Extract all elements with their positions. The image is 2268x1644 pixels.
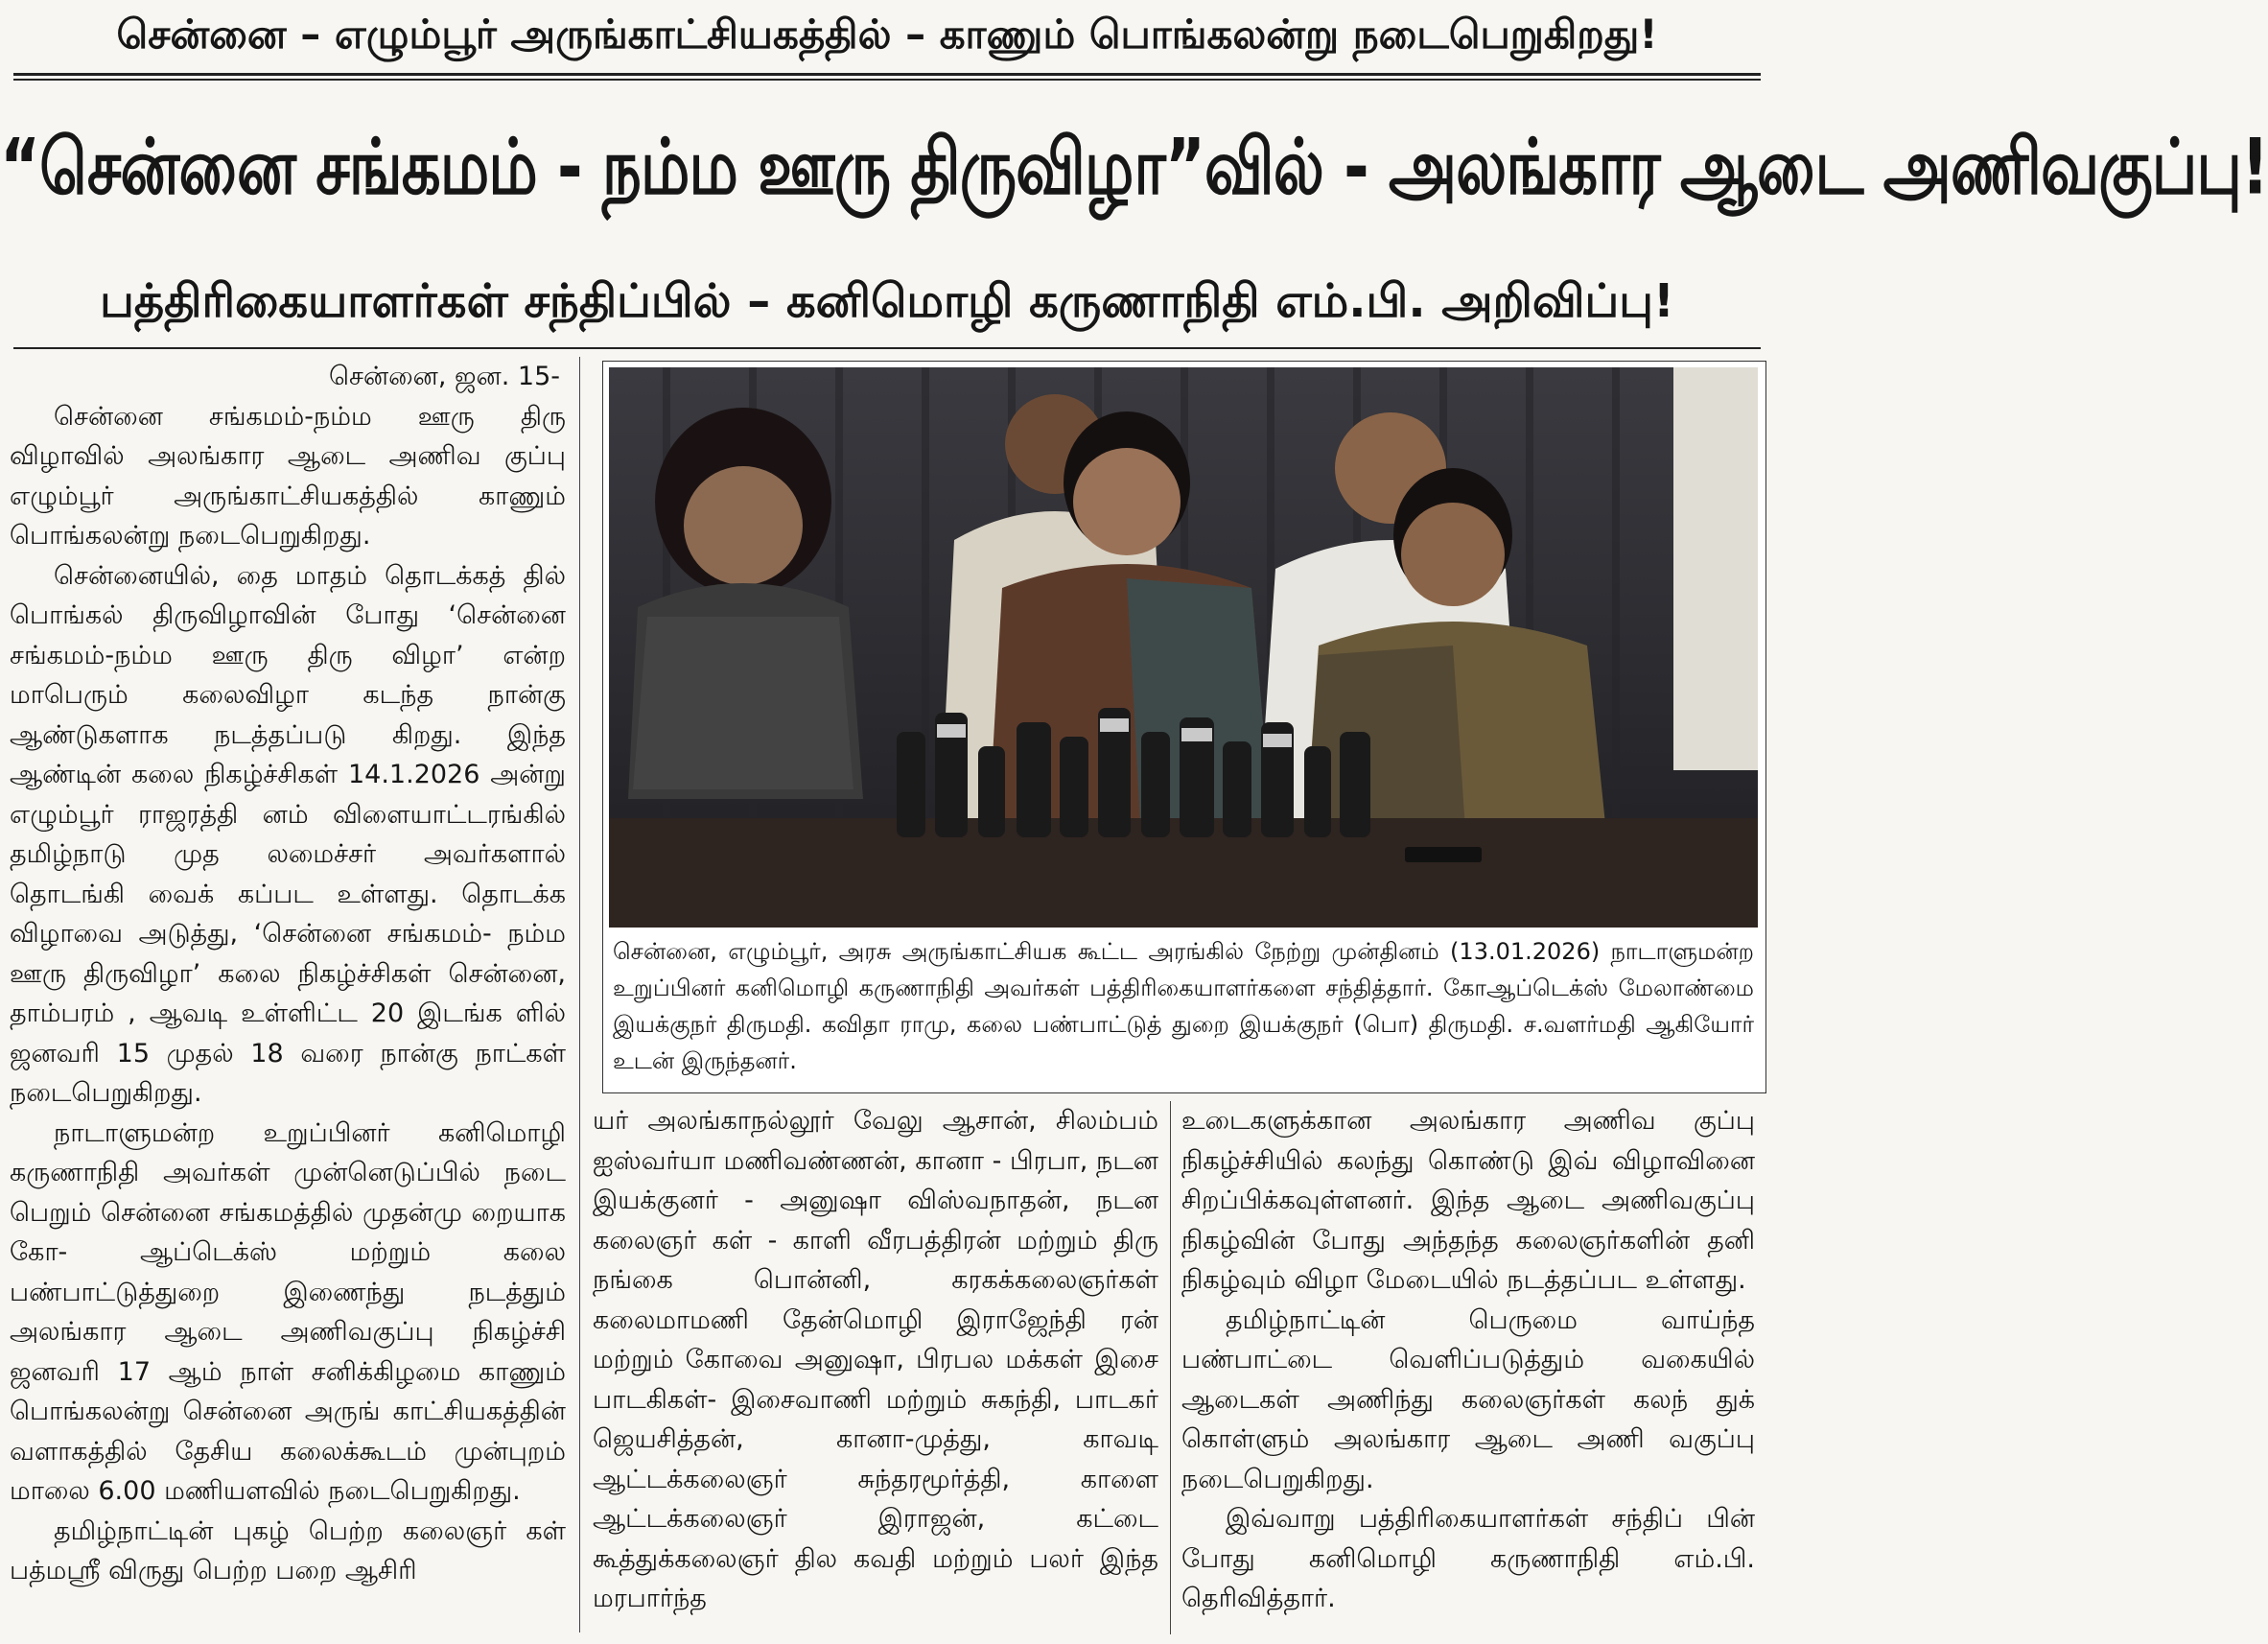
column-divider — [1170, 1101, 1171, 1634]
photo-illustration — [609, 367, 1758, 928]
sub-headline: பத்திரிகையாளர்கள் சந்திப்பில் – கனிமொழி கருணாநிதி எம்.பி. அறிவிப்பு! — [100, 274, 1674, 328]
paragraph: உடைகளுக்கான அலங்கார அணிவ குப்பு நிகழ்ச்சியில் கலந்து கொண்டு இவ் விழாவினை சிறப்பிக்கவுள்ளனர். இந்த ஆடை அணிவகுப்பு நிகழ்வின் போது அந்தந்த கலைஞர்களின் தனி நிகழ்வும் விழா மேடையில் நடத்தப்பட உள்ளது. — [1181, 1106, 1755, 1295]
paragraph: சென்னையில், தை மாதம் தொடக்கத் தில் பொங்கல் திருவிழாவின் போது ‘சென்னை சங்கமம்-நம்ம ஊரு திரு விழா’ என்ற மாபெரும் கலைவிழா கடந்த நான்கு ஆண்டுகளாக நடத்தப்படு கிறது. இந்த ஆண்டின் கலை நிகழ்ச்சிகள் 14.1.2026 அன்று எழும்பூர் ராஜரத்தி னம் விளையாட்டரங்கில் தமிழ்நாடு முத லமைச்சர் அவர்களால் தொடங்கி வைக் கப்பட உள்ளது. தொடக்க விழாவை அடுத்து, ‘சென்னை சங்கமம்- நம்ம ஊரு திருவிழா’ கலை நிகழ்ச்சிகள் சென்னை, தாம்பரம் , ஆவடி உள்ளிட்ட 20 இடங்க ளில் ஜனவரி 15 முதல் 18 வரை நான்கு நாட்கள் நடைபெறுகிறது. — [10, 560, 566, 1108]
press-meet-photo — [609, 367, 1758, 928]
photo-frame — [602, 361, 1766, 1093]
photo-caption: சென்னை, எழும்பூர், அரசு அருங்காட்சியக கூட்ட அரங்கில் நேற்று முன்தினம் (13.01.2026) நாடாளுமன்ற உறுப்பினர் கனிமொழி கருணாநிதி அவர்கள் பத்திரிகையாளர்களை சந்தித்தார். கோஆப்டெக்ஸ் மேலாண்மை இயக்குநர் திருமதி. கவிதா ராமு, கலை பண்பாட்டுத் துறை இயக்குநர் (பொ) திருமதி. ச.வளர்மதி ஆகியோர் உடன் இருந்தனர். — [613, 938, 1754, 1074]
top-rule — [13, 73, 1761, 76]
main-headline: “சென்னை சங்கமம் - நம்ம ஊரு திருவிழா”வில் - அலங்கார ஆடை அணிவகுப்பு! — [0, 123, 2268, 213]
paragraph: சென்னை சங்கமம்-நம்ம ஊரு திரு விழாவில் அலங்கார ஆடை அணிவ குப்பு எழும்பூர் அருங்காட்சியகத்தில் காணும் பொங்கலன்று நடைபெறுகிறது. — [10, 401, 566, 551]
article-column-3 — [1181, 1101, 1755, 1634]
column-divider — [579, 357, 580, 1632]
paragraph: தமிழ்நாட்டின் புகழ் பெற்ற கலைஞர் கள் பத்மஸ்ரீ விருது பெற்ற பறை ஆசிரி — [10, 1515, 566, 1585]
dateline: சென்னை, ஜன. 15- — [328, 362, 560, 391]
article-column-2 — [593, 1101, 1158, 1634]
headline-rule — [13, 347, 1761, 349]
paragraph: இவ்வாறு பத்திரிகையாளர்கள் சந்திப் பின் போது கனிமொழி கருணாநிதி எம்.பி. தெரிவித்தார். — [1181, 1504, 1755, 1613]
paragraph: யர் அலங்காநல்லூர் வேலு ஆசான், சிலம்பம் ஐஸ்வர்யா மணிவண்ணன், கானா - பிரபா, நடன இயக்குனர் - அனுஷா விஸ்வநாதன், நடன கலைஞர் கள் - காளி வீரபத்திரன் மற்றும் திரு நங்கை பொன்னி, கரகக்கலைஞர்கள் கலைமாமணி தேன்மொழி இராஜேந்தி ரன் மற்றும் கோவை அனுஷா, பிரபல மக்கள் இசை பாடகிகள்- இசைவாணி மற்றும் சுகந்தி, பாடகர் ஜெயசித்தன், கானா-முத்து, காவடி ஆட்டக்கலைஞர் சுந்தரமூர்த்தி, காளை ஆட்டக்கலைஞர் இராஜன், கட்டை கூத்துக்கலைஞர் தில கவதி மற்றும் பலர் இந்த மரபார்ந்த — [593, 1106, 1158, 1613]
article-column-1 — [10, 357, 566, 1632]
kicker-headline: சென்னை – எழும்பூர் அருங்காட்சியகத்தில் – காணும் பொங்கலன்று நடைபெறுகிறது! — [116, 11, 1658, 58]
paragraph: தமிழ்நாட்டின் பெருமை வாய்ந்த பண்பாட்டை வெளிப்படுத்தும் வகையில் ஆடைகள் அணிந்து கலைஞர்கள் கலந் துக் கொள்ளும் அலங்கார ஆடை அணி வகுப்பு நடைபெறுகிறது. — [1181, 1304, 1755, 1494]
paragraph: நாடாளுமன்ற உறுப்பினர் கனிமொழி கருணாநிதி அவர்கள் முன்னெடுப்பில் நடை பெறும் சென்னை சங்கமத்தில் முதன்மு றையாக கோ- ஆப்டெக்ஸ் மற்றும் கலை பண்பாட்டுத்துறை இணைந்து நடத்தும் அலங்கார ஆடை அணிவகுப்பு நிகழ்ச்சி ஜனவரி 17 ஆம் நாள் சனிக்கிழமை காணும் பொங்கலன்று சென்னை அருங் காட்சியகத்தின் வளாகத்தில் தேசிய கலைக்கூடம் முன்புறம் மாலை 6.00 மணியளவில் நடைபெறுகிறது. — [10, 1117, 566, 1506]
